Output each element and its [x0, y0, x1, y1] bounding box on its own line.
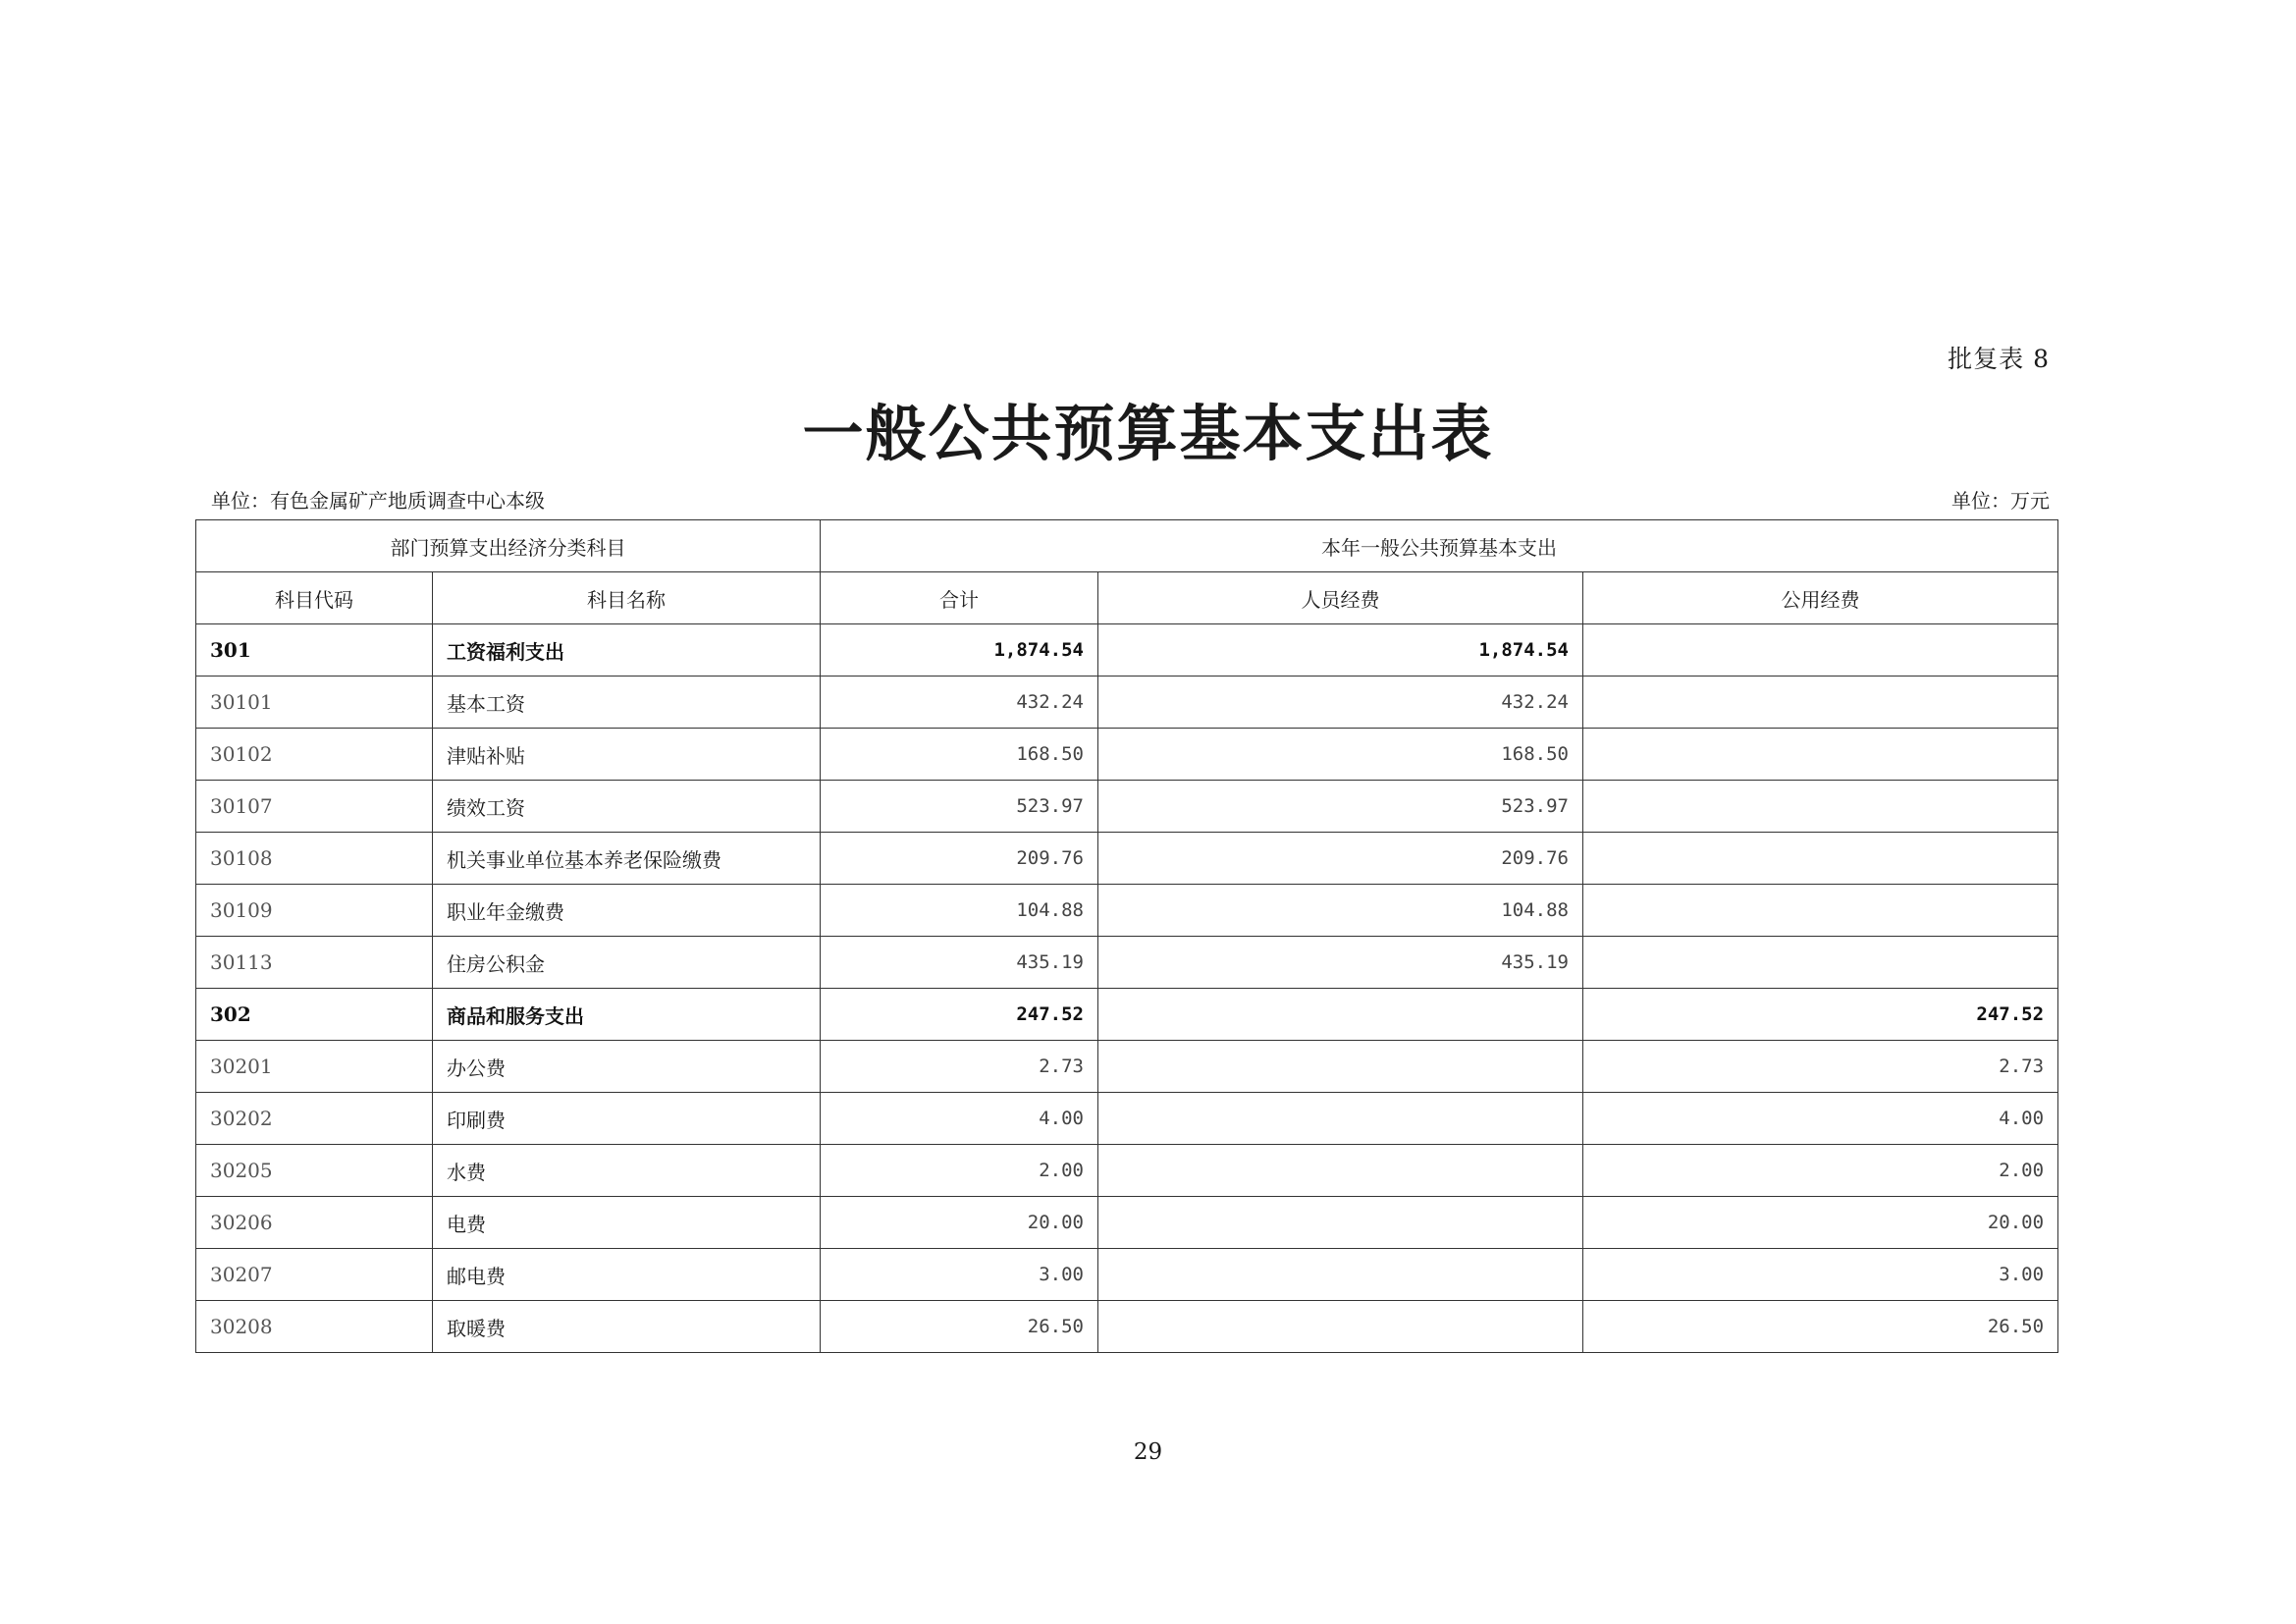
cell-code: 30206 — [196, 1197, 433, 1249]
table-row — [196, 1249, 2058, 1301]
cell-name: 印刷费 — [433, 1093, 821, 1145]
cell-personnel: 209.76 — [1098, 833, 1583, 885]
cell-total: 247.52 — [821, 989, 1098, 1041]
cell-personnel: 168.50 — [1098, 729, 1583, 781]
cell-personnel — [1098, 1301, 1583, 1353]
cell-name: 津贴补贴 — [433, 729, 821, 781]
cell-code: 301 — [196, 624, 433, 677]
cell-public: 26.50 — [1583, 1301, 2058, 1353]
cell-public: 4.00 — [1583, 1093, 2058, 1145]
table-row — [196, 885, 2058, 937]
cell-total: 1,874.54 — [821, 624, 1098, 677]
table-row — [196, 833, 2058, 885]
cell-name: 职业年金缴费 — [433, 885, 821, 937]
cell-name: 水费 — [433, 1145, 821, 1197]
cell-name: 商品和服务支出 — [433, 989, 821, 1041]
cell-code: 30205 — [196, 1145, 433, 1197]
table-row — [196, 1301, 2058, 1353]
cell-code: 30207 — [196, 1249, 433, 1301]
cell-total: 209.76 — [821, 833, 1098, 885]
cell-name: 办公费 — [433, 1041, 821, 1093]
cell-total: 3.00 — [821, 1249, 1098, 1301]
cell-name: 电费 — [433, 1197, 821, 1249]
column-header-public: 公用经费 — [1583, 572, 2058, 624]
cell-public — [1583, 624, 2058, 677]
cell-public: 2.73 — [1583, 1041, 2058, 1093]
column-header-name: 科目名称 — [433, 572, 821, 624]
page-number: 29 — [1133, 1439, 1163, 1465]
table-row — [196, 729, 2058, 781]
cell-personnel: 523.97 — [1098, 781, 1583, 833]
cell-public: 247.52 — [1583, 989, 2058, 1041]
cell-public: 20.00 — [1583, 1197, 2058, 1249]
cell-personnel: 1,874.54 — [1098, 624, 1583, 677]
table-row — [196, 1093, 2058, 1145]
cell-personnel: 104.88 — [1098, 885, 1583, 937]
cell-name: 工资福利支出 — [433, 624, 821, 677]
unit-currency: 单位：万元 — [1951, 489, 2050, 513]
column-header-total: 合计 — [821, 572, 1098, 624]
table-row — [196, 1145, 2058, 1197]
cell-public: 2.00 — [1583, 1145, 2058, 1197]
cell-total: 104.88 — [821, 885, 1098, 937]
cell-personnel — [1098, 1145, 1583, 1197]
cell-code: 302 — [196, 989, 433, 1041]
cell-total: 4.00 — [821, 1093, 1098, 1145]
cell-name: 绩效工资 — [433, 781, 821, 833]
cell-total: 435.19 — [821, 937, 1098, 989]
cell-name: 住房公积金 — [433, 937, 821, 989]
cell-public — [1583, 885, 2058, 937]
cell-total: 432.24 — [821, 677, 1098, 729]
header-group-row — [196, 520, 2058, 572]
cell-name: 取暖费 — [433, 1301, 821, 1353]
cell-code: 30108 — [196, 833, 433, 885]
cell-personnel — [1098, 989, 1583, 1041]
cell-personnel — [1098, 1197, 1583, 1249]
cell-public — [1583, 781, 2058, 833]
cell-public — [1583, 729, 2058, 781]
header-current-year-expenditure: 本年一般公共预算基本支出 — [821, 520, 2058, 572]
cell-total: 2.00 — [821, 1145, 1098, 1197]
table-row — [196, 937, 2058, 989]
table-number: 批复表 8 — [1948, 345, 2050, 373]
cell-name: 机关事业单位基本养老保险缴费 — [433, 833, 821, 885]
cell-total: 2.73 — [821, 1041, 1098, 1093]
table-row — [196, 781, 2058, 833]
page-title: 一般公共预算基本支出表 — [802, 398, 1494, 469]
cell-personnel — [1098, 1093, 1583, 1145]
table-group-row — [196, 624, 2058, 677]
cell-code: 30107 — [196, 781, 433, 833]
table-body — [196, 624, 2058, 1353]
cell-code: 30109 — [196, 885, 433, 937]
cell-code: 30102 — [196, 729, 433, 781]
table-row — [196, 1197, 2058, 1249]
column-header-code: 科目代码 — [196, 572, 433, 624]
cell-public — [1583, 937, 2058, 989]
table-row — [196, 677, 2058, 729]
table-group-row — [196, 989, 2058, 1041]
cell-public — [1583, 833, 2058, 885]
cell-code: 30208 — [196, 1301, 433, 1353]
column-header-personnel: 人员经费 — [1098, 572, 1583, 624]
cell-total: 20.00 — [821, 1197, 1098, 1249]
cell-code: 30113 — [196, 937, 433, 989]
cell-code: 30101 — [196, 677, 433, 729]
cell-total: 168.50 — [821, 729, 1098, 781]
header-column-row — [196, 572, 2058, 624]
cell-total: 26.50 — [821, 1301, 1098, 1353]
header-economic-category: 部门预算支出经济分类科目 — [196, 520, 821, 572]
cell-name: 基本工资 — [433, 677, 821, 729]
budget-table — [195, 519, 2058, 1353]
cell-personnel: 435.19 — [1098, 937, 1583, 989]
cell-personnel: 432.24 — [1098, 677, 1583, 729]
cell-total: 523.97 — [821, 781, 1098, 833]
cell-code: 30201 — [196, 1041, 433, 1093]
cell-name: 邮电费 — [433, 1249, 821, 1301]
cell-personnel — [1098, 1041, 1583, 1093]
table-row — [196, 1041, 2058, 1093]
cell-public — [1583, 677, 2058, 729]
cell-public: 3.00 — [1583, 1249, 2058, 1301]
unit-organization: 单位：有色金属矿产地质调查中心本级 — [211, 489, 545, 513]
cell-code: 30202 — [196, 1093, 433, 1145]
cell-personnel — [1098, 1249, 1583, 1301]
